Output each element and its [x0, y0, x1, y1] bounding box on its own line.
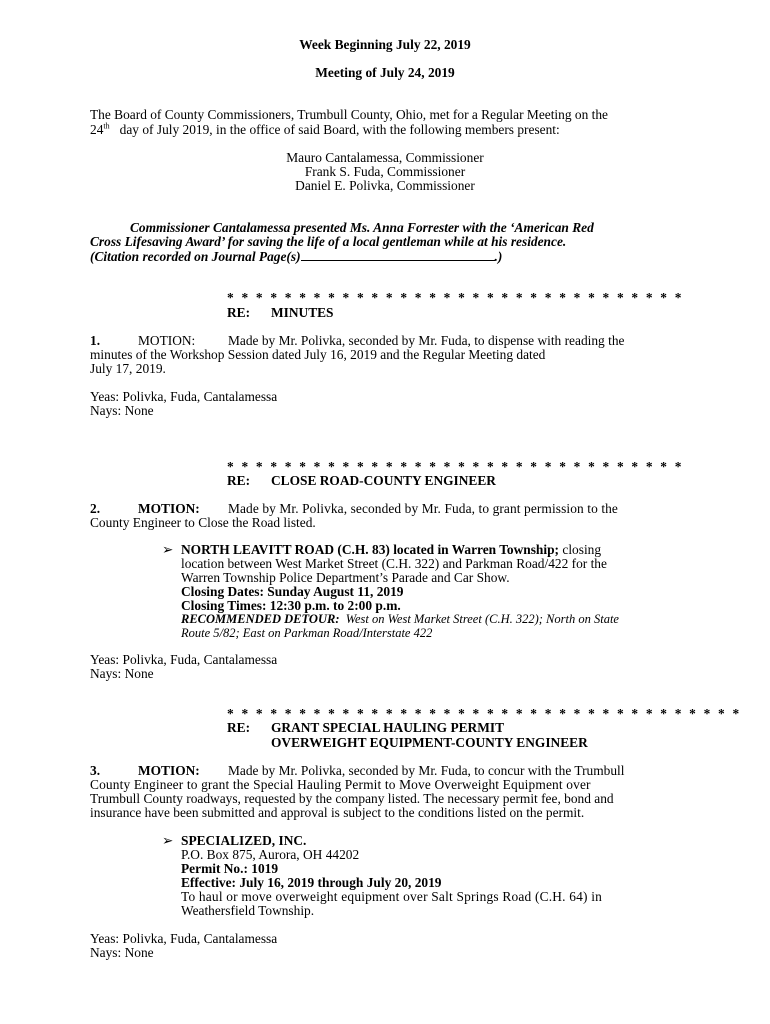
road-item-line-1 — [181, 542, 680, 557]
intro-day: 24 — [90, 122, 104, 137]
detour-label: RECOMMENDED DETOUR: — [181, 612, 340, 626]
citation-end: .) — [494, 249, 503, 264]
motion-3-line-4: insurance have been submitted and approval is subject to the conditions listed on the permit. — [90, 805, 585, 820]
motion-3-line-3: Trumbull County roadways, requested by the company listed. The necessary permit fee, bond and — [90, 791, 614, 806]
road-item-rest: closing — [562, 542, 602, 557]
award-line-3 — [90, 248, 502, 264]
motion-1-text-1: Made by Mr. Polivka, seconded by Mr. Fuda, to dispense with reading the — [228, 333, 625, 348]
detour-line-1 — [181, 612, 619, 627]
motion-2-line-2: County Engineer to Close the Road listed. — [90, 515, 316, 530]
citation-text: (Citation recorded on Journal Page(s) — [90, 249, 301, 264]
motion-1-line-2: minutes of the Workshop Session dated July 16, 2019 and the Regular Meeting dated — [90, 347, 546, 362]
motion-3-line-2: County Engineer to grant the Special Hauling Permit to Move Overweight Equipment over — [90, 777, 591, 792]
motion-1-number: 1. — [90, 333, 101, 348]
permit-description-1: To haul or move overweight equipment over Salt Springs Road (C.H. 64) in — [181, 889, 603, 904]
permit-description-2: Weathersfield Township. — [181, 903, 315, 918]
nays-2: Nays: None — [90, 666, 154, 681]
intro-day-suffix: th — [103, 121, 110, 131]
section-2-title: CLOSE ROAD-COUNTY ENGINEER — [271, 473, 496, 488]
bullet-arrow-icon: ➢ — [162, 833, 174, 848]
motion-3-number: 3. — [90, 763, 101, 778]
motion-2-line-1 — [90, 501, 680, 516]
divider-stars-2: * * * * * * * * * * * * * * * * * * * * * * * * * * * * * * * * — [227, 459, 684, 474]
award-line-1: Commissioner Cantalamessa presented Ms. Anna Forrester with the ‘American Red — [130, 220, 594, 235]
company-address: P.O. Box 875, Aurora, OH 44202 — [181, 847, 360, 862]
section-3-title-1: GRANT SPECIAL HAULING PERMIT — [271, 720, 505, 735]
intro-line-2 — [90, 122, 560, 137]
yeas-2: Yeas: Polivka, Fuda, Cantalamessa — [90, 652, 278, 667]
section-1-title: MINUTES — [271, 305, 334, 320]
bullet-arrow-icon: ➢ — [162, 542, 174, 557]
yeas-3: Yeas: Polivka, Fuda, Cantalamessa — [90, 931, 278, 946]
award-line-2: Cross Lifesaving Award’ for saving the life of a local gentleman while at his residence. — [90, 234, 567, 249]
permit-effective: Effective: July 16, 2019 through July 20, 2019 — [181, 875, 442, 890]
week-heading: Week Beginning July 22, 2019 — [299, 37, 471, 52]
motion-2-number: 2. — [90, 501, 101, 516]
motion-3-line-1 — [90, 763, 680, 778]
closing-dates: Closing Dates: Sunday August 11, 2019 — [181, 584, 404, 599]
nays-3: Nays: None — [90, 945, 154, 960]
section-2-heading — [227, 473, 496, 488]
motion-1-line-3: July 17, 2019. — [90, 361, 166, 376]
closing-times: Closing Times: 12:30 p.m. to 2:00 p.m. — [181, 598, 401, 613]
re-label: RE: — [227, 473, 251, 488]
permit-number: Permit No.: 1019 — [181, 861, 279, 876]
motion-1-line-1 — [90, 333, 680, 348]
section-3-title-2: OVERWEIGHT EQUIPMENT-COUNTY ENGINEER — [271, 735, 588, 750]
motion-3-text-1: Made by Mr. Polivka, seconded by Mr. Fuda, to concur with the Trumbull — [228, 763, 625, 778]
detour-text-1: West on West Market Street (C.H. 322); North on State — [345, 612, 619, 626]
road-item-line-2: location between West Market Street (C.H. 322) and Parkman Road/422 for the — [181, 556, 607, 571]
road-name: NORTH LEAVITT ROAD (C.H. 83) located in Warren Township; — [181, 542, 560, 557]
nays-1: Nays: None — [90, 403, 154, 418]
section-3-heading — [227, 720, 504, 735]
company-name: SPECIALIZED, INC. — [181, 833, 307, 848]
divider-stars-3: * * * * * * * * * * * * * * * * * * * * * * * * * * * * * * * * * * * * — [227, 706, 742, 721]
re-label: RE: — [227, 720, 251, 735]
motion-2-text-1: Made by Mr. Polivka, seconded by Mr. Fuda, to grant permission to the — [228, 501, 618, 516]
divider-stars-1: * * * * * * * * * * * * * * * * * * * * * * * * * * * * * * * * — [227, 290, 684, 305]
section-1-heading — [227, 305, 334, 320]
member-3: Daniel E. Polivka, Commissioner — [295, 178, 475, 193]
motion-2-label: MOTION: — [138, 501, 200, 516]
member-2: Frank S. Fuda, Commissioner — [304, 164, 466, 179]
motion-1-label: MOTION: — [138, 333, 196, 348]
re-label: RE: — [227, 305, 251, 320]
member-1: Mauro Cantalamessa, Commissioner — [286, 150, 484, 165]
intro-line-1: The Board of County Commissioners, Trumbull County, Ohio, met for a Regular Meeting on the — [90, 107, 608, 122]
citation-blank — [301, 248, 495, 261]
meeting-heading: Meeting of July 24, 2019 — [315, 65, 455, 80]
intro-line-2-text: day of July 2019, in the office of said Board, with the following members present: — [119, 122, 560, 137]
detour-line-2: Route 5/82; East on Parkman Road/Interstate 422 — [181, 626, 433, 640]
road-item-line-3: Warren Township Police Department’s Parade and Car Show. — [181, 570, 510, 585]
motion-3-label: MOTION: — [138, 763, 200, 778]
yeas-1: Yeas: Polivka, Fuda, Cantalamessa — [90, 389, 278, 404]
